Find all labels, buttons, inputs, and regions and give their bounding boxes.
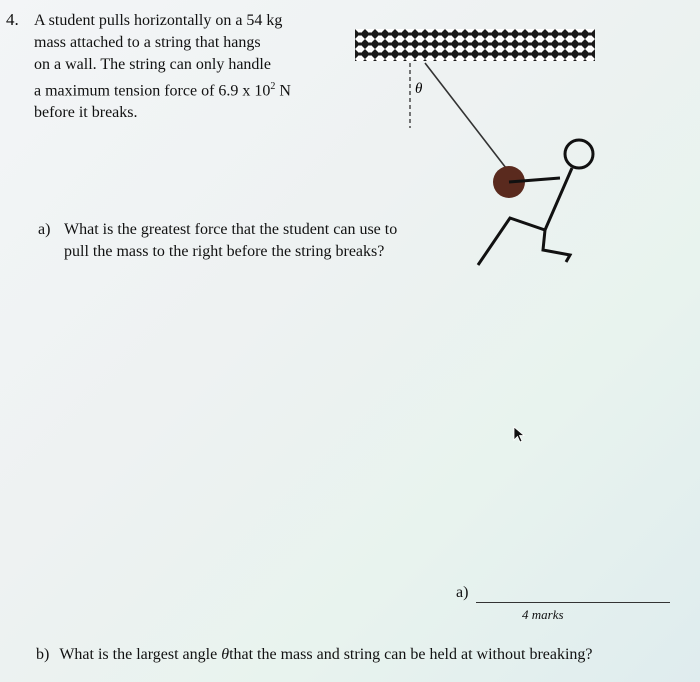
- part-b-theta: θ: [221, 646, 230, 663]
- student-head: [565, 140, 593, 168]
- ceiling-wall: [355, 29, 595, 61]
- stem-line: before it breaks.: [34, 104, 138, 122]
- question-number: 4.: [6, 10, 19, 29]
- stem-line: A student pulls horizontally on a 54 kg: [34, 12, 283, 29]
- tension-value: a maximum tension force of 6.9 x 10: [34, 82, 271, 100]
- part-b-text-end: that the mass and string can be held at without breaking?: [229, 646, 593, 663]
- stem-line: on a wall. The string can only handle: [34, 56, 271, 73]
- question-stem: [34, 10, 334, 124]
- part-b-text-start: What is the largest angle: [59, 646, 222, 663]
- stem-line: mass attached to a string that hangs: [34, 34, 261, 51]
- answer-a-label: a): [456, 584, 469, 601]
- mouse-cursor-icon: [513, 426, 527, 444]
- tension-exponent: 2: [270, 81, 276, 92]
- part-b: [36, 646, 593, 664]
- part-b-label: b): [36, 646, 50, 663]
- student-front-leg: [543, 230, 570, 262]
- student-body-back-leg: [478, 168, 572, 265]
- stem-line: [34, 76, 334, 102]
- string: [425, 63, 506, 168]
- marks-label: 4 marks: [522, 607, 564, 622]
- part-a-line: What is the greatest force that the student can use to: [64, 221, 398, 238]
- part-a-label: a): [38, 221, 51, 238]
- part-a-line: pull the mass to the right before the string breaks?: [64, 243, 385, 260]
- answer-a-blank[interactable]: [476, 602, 670, 603]
- part-a-text: [64, 219, 397, 263]
- angle-theta-label: θ: [415, 81, 423, 97]
- tension-unit: N: [279, 82, 291, 100]
